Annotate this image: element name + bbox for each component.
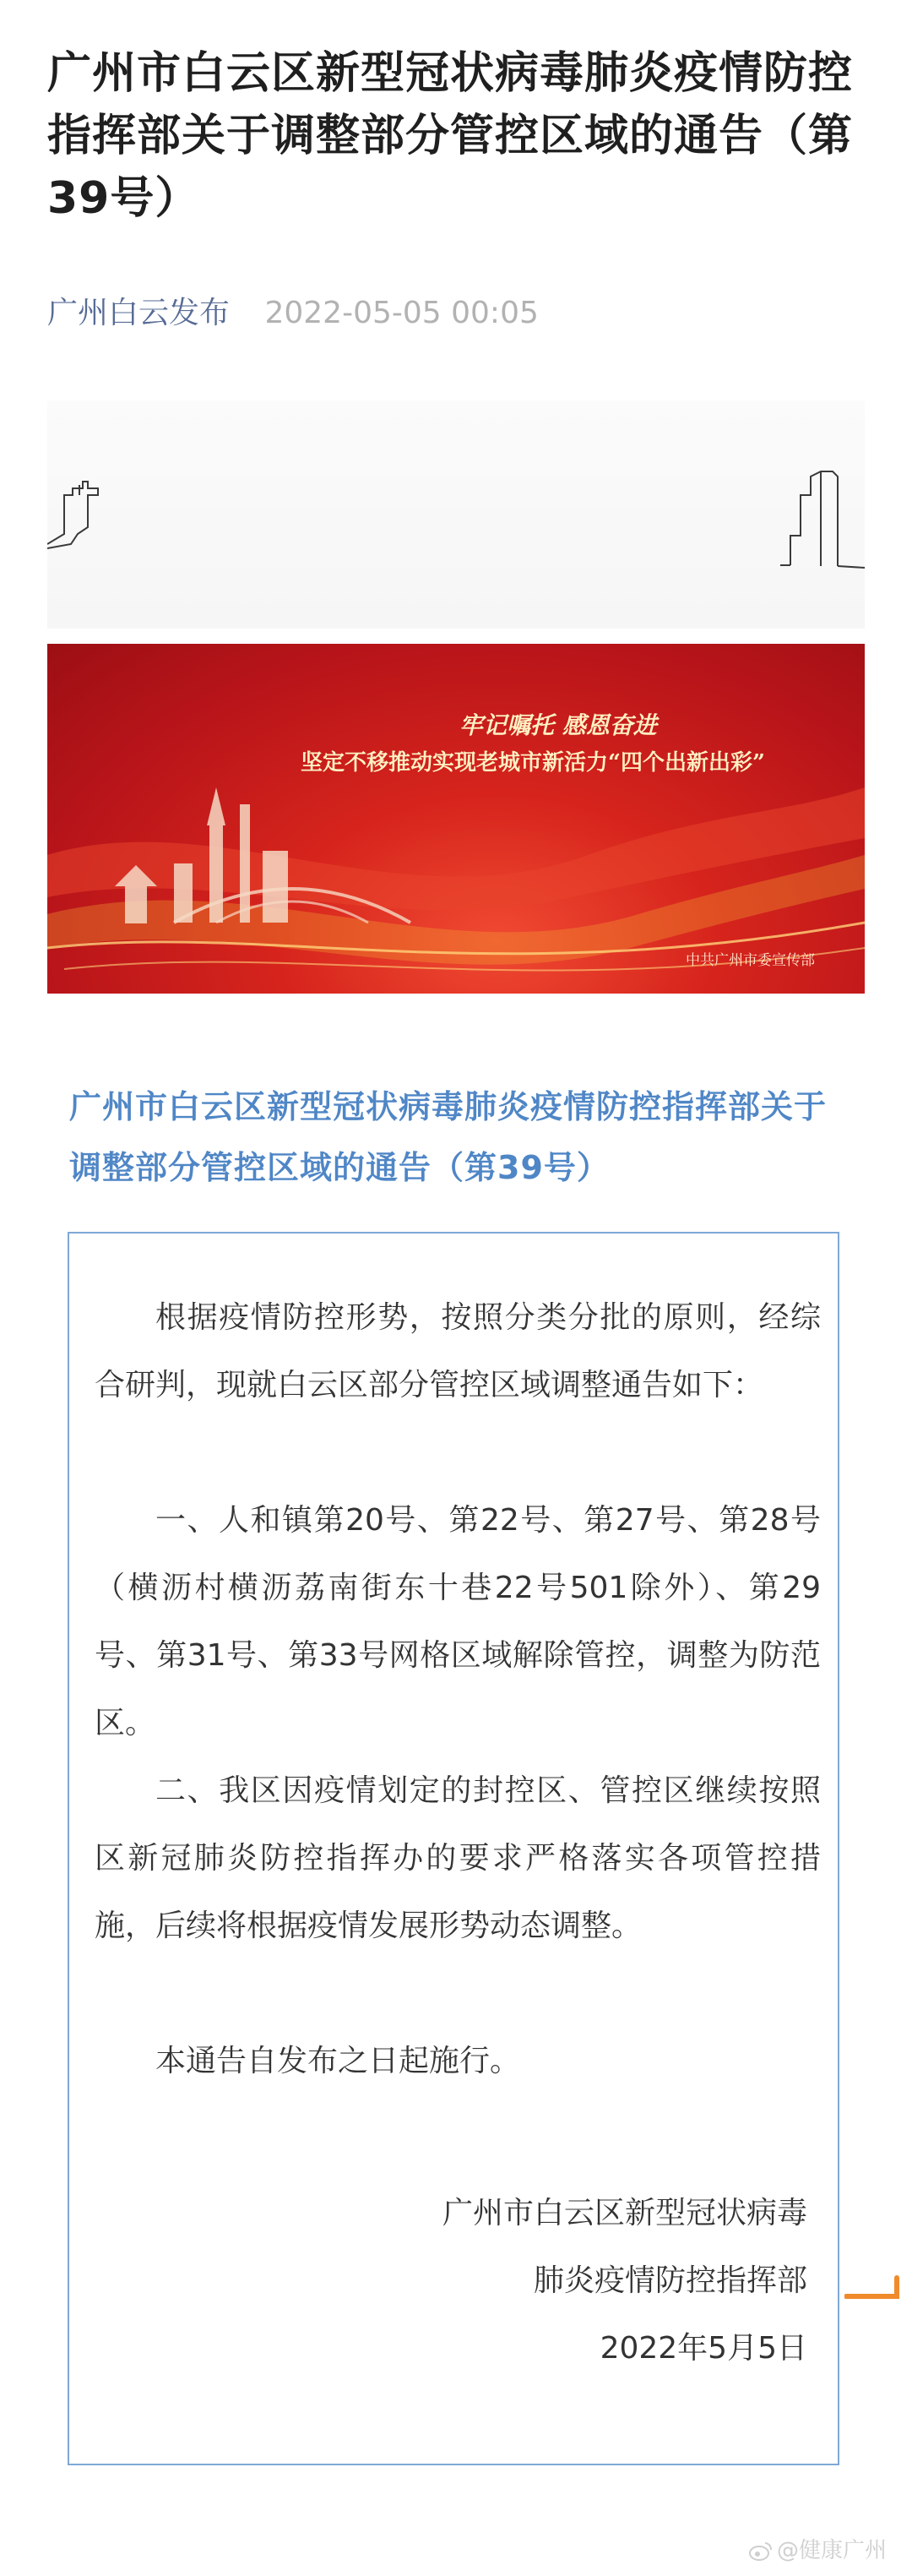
orange-corner-mark <box>844 2273 904 2306</box>
skyline-line-art <box>47 400 865 629</box>
banner-artwork <box>47 644 865 994</box>
notice-heading: 广州市白云区新型冠状病毒肺炎疫情防控指挥部关于调整部分管控区域的通告（第39号） <box>69 1088 828 1186</box>
signature-organization-line-2: 肺炎疫情防控指挥部 <box>533 2263 807 2298</box>
notice-paragraph: 一、人和镇第20号、第22号、第27号、第28号（横沥村横沥荔南街东十巷22号501除外）、第29号、第31号、第33号网格区域解除管控，调整为防范区。 <box>95 1503 821 1740</box>
signature-date: 2022年5月5日 <box>600 2331 807 2366</box>
watermark-text: @健康广州 <box>777 2538 888 2563</box>
notice-paragraph: 二、我区因疫情划定的封控区、管控区继续按照区新冠肺炎防控指挥办的要求严格落实各项管控措施，后续将根据疫情发展形势动态调整。 <box>95 1773 821 1943</box>
banner-slogan-line-2: 坚定不移推动实现老城市新活力“四个出新出彩” <box>301 750 765 776</box>
notice-paragraph: 本通告自发布之日起施行。 <box>155 2044 521 2078</box>
publish-datetime: 2022-05-05 00:05 <box>264 296 539 330</box>
article-title: 广州市白云区新型冠状病毒肺炎疫情防控指挥部关于调整部分管控区域的通告（第39号） <box>47 48 854 224</box>
skyline-decoration <box>47 400 865 629</box>
banner-slogan-line-1: 牢记嘱托 感恩奋进 <box>459 711 657 739</box>
notice-box <box>68 1232 839 2465</box>
article-meta <box>47 289 539 332</box>
signature-organization-line-1: 广州市白云区新型冠状病毒 <box>442 2196 807 2230</box>
weibo-icon <box>748 2541 774 2562</box>
notice-paragraph: 根据疫情防控形势，按照分类分批的原则，经综合研判，现就白云区部分管控区域调整通告如下： <box>95 1300 821 1402</box>
banner-credit: 中共广州市委宣传部 <box>686 952 815 969</box>
promo-banner <box>47 644 865 994</box>
watermark <box>748 2533 887 2564</box>
source-account-link[interactable]: 广州白云发布 <box>47 296 231 330</box>
